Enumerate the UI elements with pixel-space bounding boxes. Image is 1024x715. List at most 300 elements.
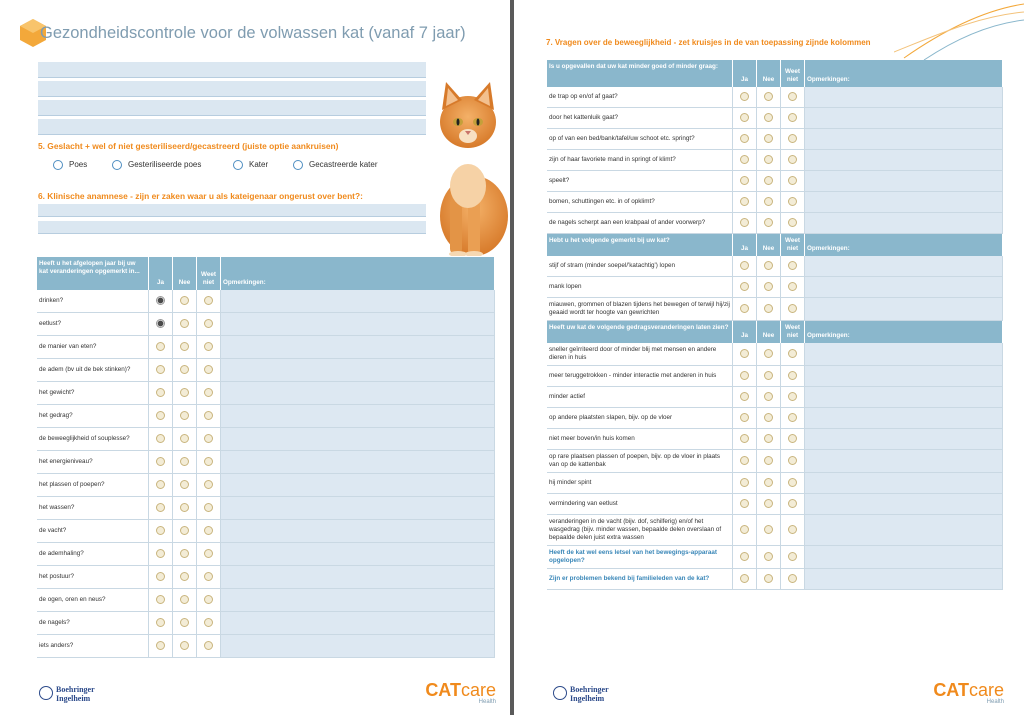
remarks-input[interactable] <box>805 150 1003 171</box>
remarks-input[interactable] <box>221 382 495 405</box>
radio-ja[interactable] <box>740 371 749 380</box>
remarks-input[interactable] <box>805 343 1003 366</box>
radio-weet-niet[interactable] <box>204 388 213 397</box>
weet-niet-cell <box>781 108 805 129</box>
remarks-input[interactable] <box>221 474 495 497</box>
radio-ja[interactable] <box>156 503 165 512</box>
table-row <box>37 474 495 497</box>
radio-ja[interactable] <box>740 574 749 583</box>
radio-ja[interactable] <box>740 92 749 101</box>
nee-cell <box>757 366 781 387</box>
row-question: het wassen? <box>37 497 149 520</box>
group-header-row <box>547 60 1003 87</box>
radio-weet-niet[interactable] <box>204 434 213 443</box>
radio-ja[interactable] <box>156 572 165 581</box>
table-row <box>547 515 1003 546</box>
radio-nee[interactable] <box>764 92 773 101</box>
radio-weet-niet[interactable] <box>788 218 797 227</box>
table-row <box>547 366 1003 387</box>
weet-niet-cell <box>197 497 221 520</box>
remarks-input[interactable] <box>805 494 1003 515</box>
remarks-input[interactable] <box>221 451 495 474</box>
ja-cell <box>149 520 173 543</box>
row-question: veranderingen in de vacht (bijv. dof, schilferig) en/of het wasgedrag (bijv. minder wassen, bepaalde delen overslaan of bepaalde delen juist extra wassen <box>547 515 733 546</box>
remarks-input[interactable] <box>221 290 495 313</box>
radio-nee[interactable] <box>180 572 189 581</box>
col-weet-niet: Weet niet <box>197 257 221 290</box>
row-question: bomen, schuttingen etc. in of opklimt? <box>547 192 733 213</box>
radio-weet-niet[interactable] <box>788 113 797 122</box>
col-ja: Ja <box>733 321 757 343</box>
radio-nee[interactable] <box>180 388 189 397</box>
nee-cell <box>173 313 197 336</box>
row-question: Heeft de kat wel eens letsel van het bewegings-apparaat opgelopen? <box>547 546 733 569</box>
table-row <box>547 150 1003 171</box>
radio-weet-niet[interactable] <box>788 525 797 534</box>
table-row <box>547 298 1003 321</box>
radio-nee[interactable] <box>764 574 773 583</box>
nee-cell <box>173 382 197 405</box>
ja-cell <box>149 428 173 451</box>
nee-cell <box>173 359 197 382</box>
anamnese-line-1[interactable] <box>38 204 426 217</box>
col-opmerkingen: Opmerkingen: <box>805 321 1003 343</box>
radio-ja[interactable] <box>740 113 749 122</box>
radio-ja[interactable] <box>740 525 749 534</box>
radio-ja[interactable] <box>156 296 165 305</box>
remarks-input[interactable] <box>805 569 1003 590</box>
radio-weet-niet[interactable] <box>788 456 797 465</box>
radio-weet-niet[interactable] <box>204 549 213 558</box>
nee-cell <box>757 546 781 569</box>
nee-cell <box>757 450 781 473</box>
weet-niet-cell <box>197 543 221 566</box>
radio-nee[interactable] <box>764 113 773 122</box>
weet-niet-cell <box>781 569 805 590</box>
radio-ja[interactable] <box>740 304 749 313</box>
nee-cell <box>757 343 781 366</box>
table-row <box>547 546 1003 569</box>
ja-cell <box>149 336 173 359</box>
table-row <box>547 450 1003 473</box>
remarks-input[interactable] <box>805 546 1003 569</box>
row-question: meer teruggetrokken - minder interactie met anderen in huis <box>547 366 733 387</box>
remarks-input[interactable] <box>805 408 1003 429</box>
ja-cell <box>149 543 173 566</box>
weet-niet-cell <box>197 359 221 382</box>
remarks-input[interactable] <box>805 429 1003 450</box>
remarks-input[interactable] <box>805 387 1003 408</box>
radio-nee[interactable] <box>764 499 773 508</box>
radio-nee[interactable] <box>180 526 189 535</box>
col-ja: Ja <box>149 257 173 290</box>
remarks-input[interactable] <box>221 635 495 658</box>
ja-cell <box>149 612 173 635</box>
row-question: de manier van eten? <box>37 336 149 359</box>
remarks-input[interactable] <box>805 108 1003 129</box>
nee-cell <box>757 129 781 150</box>
remarks-input[interactable] <box>221 428 495 451</box>
ja-cell <box>733 546 757 569</box>
remarks-input[interactable] <box>805 171 1003 192</box>
radio-weet-niet[interactable] <box>204 457 213 466</box>
row-question: de adem (bv uit de bek stinken)? <box>37 359 149 382</box>
radio-ja[interactable] <box>740 218 749 227</box>
radio-weet-niet[interactable] <box>204 526 213 535</box>
ja-cell <box>733 129 757 150</box>
radio-nee[interactable] <box>180 595 189 604</box>
radio-nee[interactable] <box>180 296 189 305</box>
nee-cell <box>757 87 781 108</box>
row-question: sneller geïrriteerd door of minder blij met mensen en andere dieren in huis <box>547 343 733 366</box>
radio-nee[interactable] <box>180 434 189 443</box>
radio-ja[interactable] <box>740 499 749 508</box>
radio-ja[interactable] <box>740 392 749 401</box>
weet-niet-cell <box>781 150 805 171</box>
weet-niet-cell <box>197 566 221 589</box>
radio-ja[interactable] <box>156 411 165 420</box>
radio-nee[interactable] <box>180 411 189 420</box>
radio-weet-niet[interactable] <box>788 134 797 143</box>
radio-weet-niet[interactable] <box>204 595 213 604</box>
radio-nee[interactable] <box>764 304 773 313</box>
table-row <box>37 359 495 382</box>
table-row <box>37 566 495 589</box>
ja-cell <box>733 569 757 590</box>
question-5: 5. Geslacht + wel of niet gesteriliseerd/gecastreerd (juiste optie aankruisen) <box>38 141 339 151</box>
weet-niet-cell <box>197 451 221 474</box>
radio-weet-niet[interactable] <box>788 197 797 206</box>
radio-icon[interactable] <box>233 160 243 170</box>
row-question: op of van een bed/bank/tafel/uw schoot etc. springt? <box>547 129 733 150</box>
radio-ja[interactable] <box>156 618 165 627</box>
boehringer-logo-icon <box>553 686 567 700</box>
option-gecastreerde-kater[interactable]: Gecastreerde kater <box>293 160 377 170</box>
radio-ja[interactable] <box>740 197 749 206</box>
nee-cell <box>757 515 781 546</box>
radio-weet-niet[interactable] <box>788 392 797 401</box>
radio-nee[interactable] <box>764 176 773 185</box>
table-row <box>37 313 495 336</box>
ja-cell <box>733 450 757 473</box>
radio-ja[interactable] <box>740 478 749 487</box>
radio-ja[interactable] <box>156 641 165 650</box>
nee-cell <box>173 520 197 543</box>
nee-cell <box>173 428 197 451</box>
nee-cell <box>173 497 197 520</box>
col-opmerkingen: Opmerkingen: <box>805 234 1003 256</box>
ja-cell <box>733 473 757 494</box>
radio-weet-niet[interactable] <box>788 574 797 583</box>
field-input[interactable] <box>38 62 426 78</box>
section-7-title: 7. Vragen over de beweeglijkheid - zet kruisjes in de van toepassing zijnde kolommen <box>546 38 871 47</box>
ja-cell <box>733 192 757 213</box>
radio-nee[interactable] <box>764 155 773 164</box>
remarks-input[interactable] <box>221 497 495 520</box>
radio-nee[interactable] <box>764 392 773 401</box>
row-question: op rare plaatsen plassen of poepen, bijv. op de vloer in plaats van op de kattenbak <box>547 450 733 473</box>
table-row <box>547 569 1003 590</box>
radio-nee[interactable] <box>764 282 773 291</box>
radio-ja[interactable] <box>740 282 749 291</box>
radio-ja[interactable] <box>740 434 749 443</box>
table-row <box>37 336 495 359</box>
weet-niet-cell <box>197 589 221 612</box>
radio-weet-niet[interactable] <box>204 342 213 351</box>
changes-table-header: Heeft u het afgelopen jaar bij uw kat veranderingen opgemerkt in... <box>37 257 149 290</box>
radio-nee[interactable] <box>764 456 773 465</box>
ja-cell <box>733 171 757 192</box>
ja-cell <box>149 566 173 589</box>
row-question: de trap op en/of af gaat? <box>547 87 733 108</box>
radio-ja[interactable] <box>740 413 749 422</box>
remarks-input[interactable] <box>221 336 495 359</box>
nee-cell <box>757 192 781 213</box>
remarks-input[interactable] <box>805 473 1003 494</box>
option-gesteriliseerde-poes[interactable]: Gesteriliseerde poes <box>112 160 201 170</box>
radio-weet-niet[interactable] <box>788 155 797 164</box>
radio-ja[interactable] <box>740 349 749 358</box>
radio-nee[interactable] <box>180 480 189 489</box>
remarks-input[interactable] <box>805 129 1003 150</box>
radio-weet-niet[interactable] <box>788 349 797 358</box>
radio-nee[interactable] <box>180 342 189 351</box>
col-nee: Nee <box>757 60 781 87</box>
radio-weet-niet[interactable] <box>788 304 797 313</box>
weet-niet-cell <box>781 277 805 298</box>
radio-nee[interactable] <box>180 503 189 512</box>
radio-icon[interactable] <box>53 160 63 170</box>
radio-weet-niet[interactable] <box>788 413 797 422</box>
row-question: de ademhaling? <box>37 543 149 566</box>
radio-ja[interactable] <box>740 176 749 185</box>
weet-niet-cell <box>197 635 221 658</box>
radio-nee[interactable] <box>764 218 773 227</box>
radio-weet-niet[interactable] <box>788 552 797 561</box>
anamnese-line-2[interactable] <box>38 221 426 234</box>
radio-weet-niet[interactable] <box>204 618 213 627</box>
radio-weet-niet[interactable] <box>204 503 213 512</box>
table-row <box>37 612 495 635</box>
radio-nee[interactable] <box>764 349 773 358</box>
radio-weet-niet[interactable] <box>788 261 797 270</box>
radio-weet-niet[interactable] <box>204 480 213 489</box>
radio-weet-niet[interactable] <box>788 282 797 291</box>
ja-cell <box>733 515 757 546</box>
radio-nee[interactable] <box>764 478 773 487</box>
radio-nee[interactable] <box>764 552 773 561</box>
radio-weet-niet[interactable] <box>788 434 797 443</box>
nee-cell <box>757 494 781 515</box>
mobility-table <box>547 60 1003 590</box>
radio-icon[interactable] <box>112 160 122 170</box>
option-poes[interactable]: Poes <box>53 160 87 170</box>
nee-cell <box>757 429 781 450</box>
nee-cell <box>173 543 197 566</box>
radio-ja[interactable] <box>740 155 749 164</box>
ja-cell <box>149 313 173 336</box>
weet-niet-cell <box>781 515 805 546</box>
radio-weet-niet[interactable] <box>204 319 213 328</box>
radio-ja[interactable] <box>156 595 165 604</box>
radio-ja[interactable] <box>156 319 165 328</box>
radio-nee[interactable] <box>180 641 189 650</box>
weet-niet-cell <box>197 336 221 359</box>
radio-weet-niet[interactable] <box>204 572 213 581</box>
table-row <box>37 520 495 543</box>
radio-weet-niet[interactable] <box>204 365 213 374</box>
radio-icon[interactable] <box>293 160 303 170</box>
radio-nee[interactable] <box>180 457 189 466</box>
nee-cell <box>757 387 781 408</box>
table-row <box>547 256 1003 277</box>
radio-nee[interactable] <box>764 261 773 270</box>
weet-niet-cell <box>781 366 805 387</box>
nee-cell <box>173 290 197 313</box>
page-right <box>514 0 1024 715</box>
radio-nee[interactable] <box>180 618 189 627</box>
col-weet-niet: Weet niet <box>781 234 805 256</box>
ja-cell <box>733 256 757 277</box>
remarks-input[interactable] <box>221 313 495 336</box>
weet-niet-cell <box>781 387 805 408</box>
row-question: het plassen of poepen? <box>37 474 149 497</box>
nee-cell <box>173 635 197 658</box>
remarks-input[interactable] <box>805 256 1003 277</box>
field-input[interactable] <box>38 100 426 116</box>
radio-nee[interactable] <box>764 371 773 380</box>
radio-ja[interactable] <box>156 388 165 397</box>
page-left <box>0 0 510 715</box>
radio-ja[interactable] <box>156 434 165 443</box>
remarks-input[interactable] <box>805 298 1003 321</box>
row-question: iets anders? <box>37 635 149 658</box>
radio-weet-niet[interactable] <box>204 411 213 420</box>
radio-nee[interactable] <box>764 525 773 534</box>
radio-ja[interactable] <box>156 365 165 374</box>
nee-cell <box>757 408 781 429</box>
ja-cell <box>149 635 173 658</box>
row-question: de ogen, oren en neus? <box>37 589 149 612</box>
radio-ja[interactable] <box>156 480 165 489</box>
row-question: de vacht? <box>37 520 149 543</box>
remarks-input[interactable] <box>805 213 1003 234</box>
table-row <box>547 494 1003 515</box>
radio-ja[interactable] <box>156 549 165 558</box>
radio-ja[interactable] <box>740 261 749 270</box>
group-header: Heeft uw kat de volgende gedragsveranderingen laten zien? <box>547 321 733 343</box>
remarks-input[interactable] <box>221 543 495 566</box>
row-question: de beweeglijkheid of souplesse? <box>37 428 149 451</box>
weet-niet-cell <box>781 171 805 192</box>
radio-weet-niet[interactable] <box>204 296 213 305</box>
weet-niet-cell <box>197 520 221 543</box>
nee-cell <box>173 474 197 497</box>
radio-nee[interactable] <box>180 365 189 374</box>
ja-cell <box>149 497 173 520</box>
weet-niet-cell <box>197 405 221 428</box>
table-row <box>547 473 1003 494</box>
remarks-input[interactable] <box>221 612 495 635</box>
remarks-input[interactable] <box>221 359 495 382</box>
remarks-input[interactable] <box>221 520 495 543</box>
radio-weet-niet[interactable] <box>788 176 797 185</box>
radio-nee[interactable] <box>764 134 773 143</box>
col-weet-niet: Weet niet <box>781 321 805 343</box>
ja-cell <box>733 213 757 234</box>
radio-weet-niet[interactable] <box>788 92 797 101</box>
radio-nee[interactable] <box>180 319 189 328</box>
remarks-input[interactable] <box>805 515 1003 546</box>
radio-nee[interactable] <box>764 434 773 443</box>
radio-weet-niet[interactable] <box>204 641 213 650</box>
radio-weet-niet[interactable] <box>788 371 797 380</box>
table-row <box>547 129 1003 150</box>
col-opmerkingen: Opmerkingen: <box>805 60 1003 87</box>
remarks-input[interactable] <box>221 405 495 428</box>
field-input[interactable] <box>38 119 426 135</box>
remarks-input[interactable] <box>805 192 1003 213</box>
row-question: door het kattenluik gaat? <box>547 108 733 129</box>
cat-photo <box>428 78 510 256</box>
remarks-input[interactable] <box>805 366 1003 387</box>
radio-ja[interactable] <box>156 526 165 535</box>
row-question: niet meer boven/in huis komen <box>547 429 733 450</box>
radio-nee[interactable] <box>764 197 773 206</box>
row-question: mank lopen <box>547 277 733 298</box>
field-input[interactable] <box>38 81 426 97</box>
remarks-input[interactable] <box>221 589 495 612</box>
radio-ja[interactable] <box>740 456 749 465</box>
radio-ja[interactable] <box>740 134 749 143</box>
nee-cell <box>757 298 781 321</box>
row-question: speelt? <box>547 171 733 192</box>
table-row <box>547 408 1003 429</box>
row-question: het energieniveau? <box>37 451 149 474</box>
radio-weet-niet[interactable] <box>788 478 797 487</box>
radio-weet-niet[interactable] <box>788 499 797 508</box>
table-row <box>37 497 495 520</box>
option-kater[interactable]: Kater <box>233 160 268 170</box>
table-row <box>547 387 1003 408</box>
radio-ja[interactable] <box>156 457 165 466</box>
weet-niet-cell <box>197 612 221 635</box>
question-6: 6. Klinische anamnese - zijn er zaken waar u als kateigenaar ongerust over bent?: <box>38 191 363 201</box>
ja-cell <box>149 382 173 405</box>
remarks-input[interactable] <box>805 87 1003 108</box>
ja-cell <box>733 366 757 387</box>
remarks-input[interactable] <box>805 450 1003 473</box>
remarks-input[interactable] <box>221 566 495 589</box>
ja-cell <box>733 87 757 108</box>
radio-nee[interactable] <box>180 549 189 558</box>
nee-cell <box>173 566 197 589</box>
table-row <box>37 543 495 566</box>
row-question: miauwen, grommen of blazen tijdens het bewegen of terwijl hij/zij geaaid wordt ter hoogte van gewrichten <box>547 298 733 321</box>
remarks-input[interactable] <box>805 277 1003 298</box>
row-question: hij minder spint <box>547 473 733 494</box>
row-question: minder actief <box>547 387 733 408</box>
radio-nee[interactable] <box>764 413 773 422</box>
col-ja: Ja <box>733 234 757 256</box>
radio-ja[interactable] <box>740 552 749 561</box>
weet-niet-cell <box>781 129 805 150</box>
row-question: op andere plaatsten slapen, bijv. op de vloer <box>547 408 733 429</box>
radio-ja[interactable] <box>156 342 165 351</box>
nee-cell <box>757 256 781 277</box>
col-opmerkingen: Opmerkingen: <box>221 257 495 290</box>
nee-cell <box>173 451 197 474</box>
